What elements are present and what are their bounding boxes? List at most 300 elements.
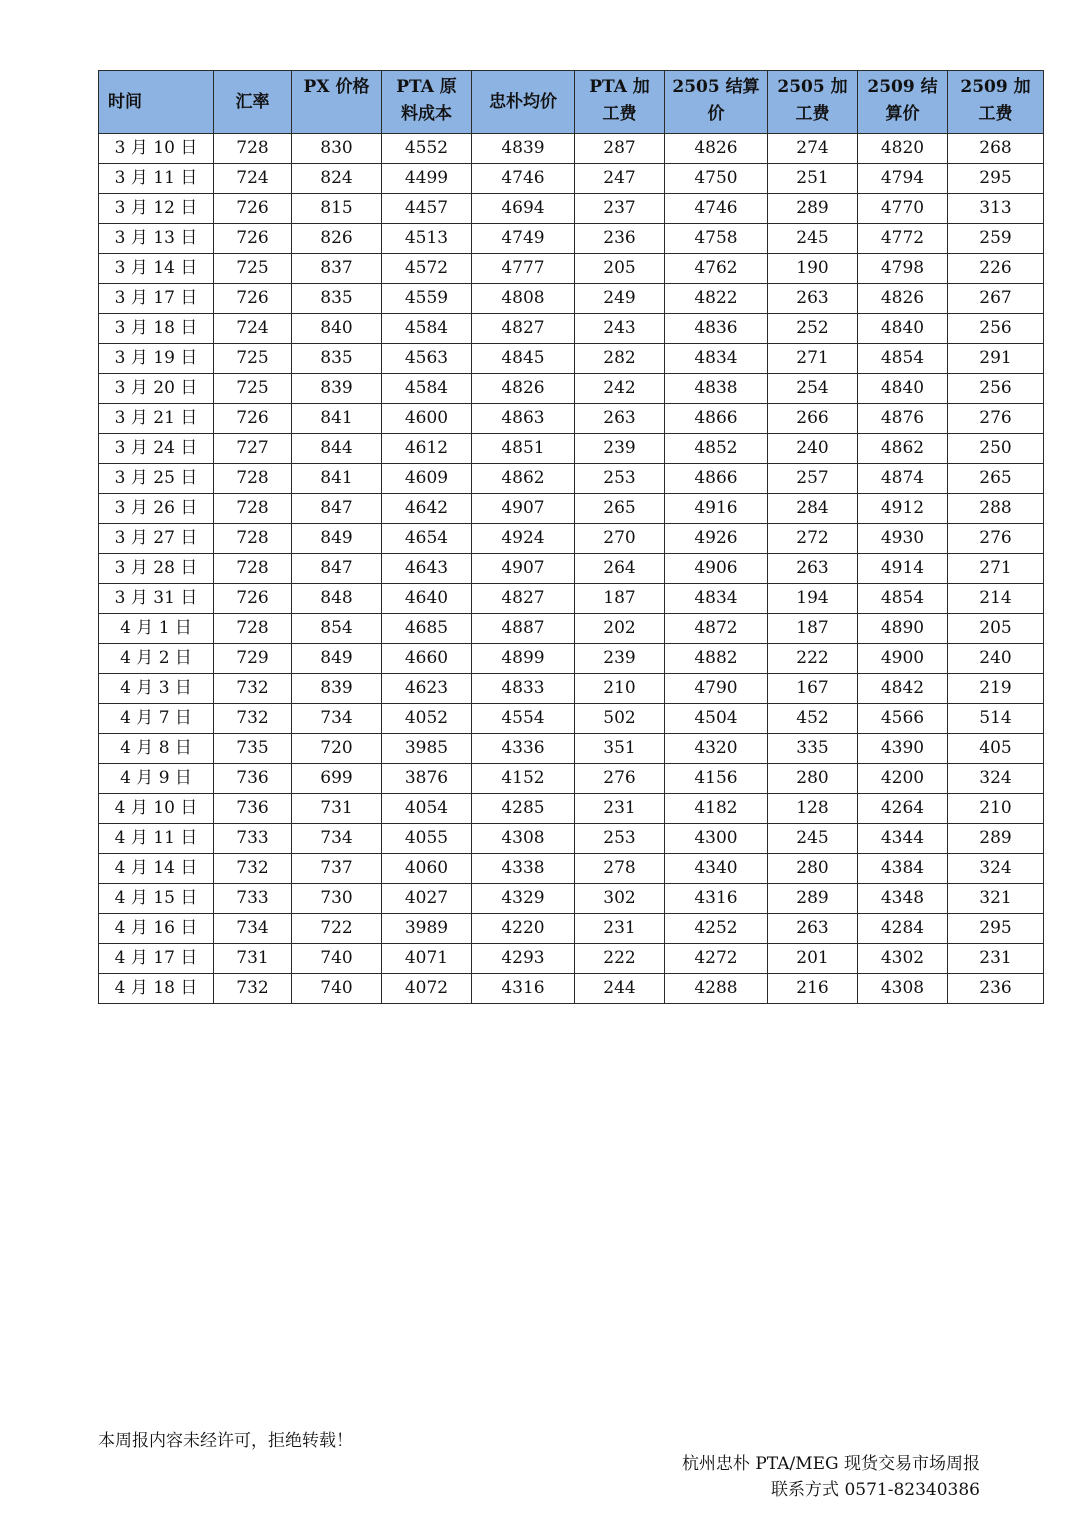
table-cell: 4762	[665, 254, 768, 284]
table-cell: 4842	[858, 674, 948, 704]
table-row	[99, 314, 1044, 344]
table-cell: 728	[214, 524, 292, 554]
table-cell: 4272	[665, 944, 768, 974]
table-row	[99, 614, 1044, 644]
table-cell: 253	[575, 464, 665, 494]
table-cell: 287	[575, 134, 665, 164]
table-cell: 824	[292, 164, 382, 194]
table-cell: 289	[948, 824, 1044, 854]
table-cell: 4623	[382, 674, 472, 704]
table-cell: 728	[214, 134, 292, 164]
table-cell: 726	[214, 224, 292, 254]
table-cell: 726	[214, 284, 292, 314]
table-cell: 731	[214, 944, 292, 974]
publication-name: 杭州忠朴 PTA/MEG 现货交易市场周报	[681, 1454, 980, 1474]
table-cell: 514	[948, 704, 1044, 734]
table-cell: 4882	[665, 644, 768, 674]
table-cell: 4182	[665, 794, 768, 824]
table-row	[99, 374, 1044, 404]
table-cell: 4790	[665, 674, 768, 704]
table-cell: 4887	[472, 614, 575, 644]
table-cell-date: 4 月 14 日	[99, 854, 214, 884]
table-cell: 4866	[665, 404, 768, 434]
table-cell: 4316	[472, 974, 575, 1004]
table-cell: 4916	[665, 494, 768, 524]
table-cell: 3985	[382, 734, 472, 764]
table-cell: 324	[948, 764, 1044, 794]
table-cell: 288	[948, 494, 1044, 524]
table-cell: 201	[768, 944, 858, 974]
table-cell: 237	[575, 194, 665, 224]
table-cell-date: 4 月 2 日	[99, 644, 214, 674]
table-cell: 839	[292, 674, 382, 704]
table-cell: 4854	[858, 344, 948, 374]
table-row	[99, 164, 1044, 194]
copyright-notice: 本周报内容未经许可，拒绝转载！	[98, 1431, 353, 1451]
table-cell: 4252	[665, 914, 768, 944]
table-cell: 815	[292, 194, 382, 224]
table-row	[99, 584, 1044, 614]
table-cell: 4820	[858, 134, 948, 164]
table-cell: 730	[292, 884, 382, 914]
header-2505-settlement: 2505 结算 价	[665, 71, 768, 134]
table-cell: 4863	[472, 404, 575, 434]
table-cell: 222	[575, 944, 665, 974]
table-cell: 4612	[382, 434, 472, 464]
table-cell: 239	[575, 434, 665, 464]
table-cell: 242	[575, 374, 665, 404]
table-cell: 4308	[472, 824, 575, 854]
table-row	[99, 824, 1044, 854]
header-2509-settlement: 2509 结 算价	[858, 71, 948, 134]
table-cell: 216	[768, 974, 858, 1004]
table-cell: 264	[575, 554, 665, 584]
table-cell: 4826	[858, 284, 948, 314]
table-cell: 849	[292, 524, 382, 554]
table-cell-date: 3 月 24 日	[99, 434, 214, 464]
table-cell: 231	[575, 914, 665, 944]
table-cell: 4872	[665, 614, 768, 644]
table-cell: 271	[948, 554, 1044, 584]
table-cell: 4839	[472, 134, 575, 164]
table-cell: 4836	[665, 314, 768, 344]
table-cell: 4827	[472, 314, 575, 344]
table-cell: 4660	[382, 644, 472, 674]
table-cell: 280	[768, 854, 858, 884]
table-row	[99, 404, 1044, 434]
table-cell: 728	[214, 494, 292, 524]
table-cell: 270	[575, 524, 665, 554]
table-cell: 734	[292, 704, 382, 734]
table-cell: 4071	[382, 944, 472, 974]
table-cell: 324	[948, 854, 1044, 884]
table-cell: 735	[214, 734, 292, 764]
table-row	[99, 494, 1044, 524]
table-cell: 4654	[382, 524, 472, 554]
table-cell: 205	[948, 614, 1044, 644]
table-cell: 210	[575, 674, 665, 704]
header-time: 时间	[99, 71, 214, 134]
table-cell: 4054	[382, 794, 472, 824]
table-cell: 728	[214, 614, 292, 644]
table-row	[99, 644, 1044, 674]
table-cell: 4055	[382, 824, 472, 854]
table-cell: 243	[575, 314, 665, 344]
table-cell: 187	[768, 614, 858, 644]
table-cell-date: 4 月 9 日	[99, 764, 214, 794]
table-cell: 840	[292, 314, 382, 344]
table-cell: 271	[768, 344, 858, 374]
table-cell: 239	[575, 644, 665, 674]
table-cell: 729	[214, 644, 292, 674]
table-cell: 4600	[382, 404, 472, 434]
table-row	[99, 554, 1044, 584]
table-cell: 247	[575, 164, 665, 194]
table-cell: 4694	[472, 194, 575, 224]
table-row	[99, 794, 1044, 824]
table-cell: 4907	[472, 554, 575, 584]
table-cell: 405	[948, 734, 1044, 764]
table-cell: 4554	[472, 704, 575, 734]
table-cell: 4288	[665, 974, 768, 1004]
table-cell: 222	[768, 644, 858, 674]
table-cell: 4826	[472, 374, 575, 404]
table-cell: 4563	[382, 344, 472, 374]
table-cell: 4854	[858, 584, 948, 614]
table-cell: 733	[214, 884, 292, 914]
table-cell: 4609	[382, 464, 472, 494]
table-cell: 4642	[382, 494, 472, 524]
table-cell: 272	[768, 524, 858, 554]
table-cell-date: 3 月 25 日	[99, 464, 214, 494]
table-row	[99, 884, 1044, 914]
table-cell: 4900	[858, 644, 948, 674]
table-cell: 4220	[472, 914, 575, 944]
table-cell: 284	[768, 494, 858, 524]
table-cell: 244	[575, 974, 665, 1004]
table-cell: 728	[214, 464, 292, 494]
table-cell: 728	[214, 554, 292, 584]
table-cell-date: 4 月 15 日	[99, 884, 214, 914]
table-row	[99, 734, 1044, 764]
table-cell: 4504	[665, 704, 768, 734]
table-cell: 726	[214, 584, 292, 614]
table-cell: 4156	[665, 764, 768, 794]
table-cell: 724	[214, 164, 292, 194]
table-cell: 187	[575, 584, 665, 614]
table-cell-date: 4 月 3 日	[99, 674, 214, 704]
table-cell: 4874	[858, 464, 948, 494]
table-cell: 737	[292, 854, 382, 884]
table-cell: 848	[292, 584, 382, 614]
table-cell: 4808	[472, 284, 575, 314]
table-cell: 732	[214, 704, 292, 734]
table-cell: 4798	[858, 254, 948, 284]
table-cell: 167	[768, 674, 858, 704]
table-cell-date: 4 月 17 日	[99, 944, 214, 974]
table-cell: 256	[948, 314, 1044, 344]
table-cell-date: 4 月 11 日	[99, 824, 214, 854]
table-cell: 4826	[665, 134, 768, 164]
table-header-row	[99, 71, 1044, 134]
table-row	[99, 704, 1044, 734]
table-cell: 4906	[665, 554, 768, 584]
table-cell: 240	[768, 434, 858, 464]
table-cell: 725	[214, 254, 292, 284]
table-cell: 4749	[472, 224, 575, 254]
table-cell: 4052	[382, 704, 472, 734]
table-row	[99, 254, 1044, 284]
header-pta-material-cost: PTA 原 料成本	[382, 71, 472, 134]
table-cell: 830	[292, 134, 382, 164]
table-cell: 263	[768, 554, 858, 584]
table-cell: 4559	[382, 284, 472, 314]
table-cell: 128	[768, 794, 858, 824]
table-row	[99, 434, 1044, 464]
table-cell: 4284	[858, 914, 948, 944]
table-cell: 4457	[382, 194, 472, 224]
table-cell: 4834	[665, 344, 768, 374]
table-cell: 726	[214, 194, 292, 224]
table-cell: 4777	[472, 254, 575, 284]
table-cell: 849	[292, 644, 382, 674]
table-cell-date: 3 月 26 日	[99, 494, 214, 524]
table-cell: 245	[768, 824, 858, 854]
table-cell: 250	[948, 434, 1044, 464]
table-cell: 4499	[382, 164, 472, 194]
table-cell: 289	[768, 194, 858, 224]
table-cell: 4060	[382, 854, 472, 884]
table-cell: 302	[575, 884, 665, 914]
contact-info: 联系方式 0571-82340386	[771, 1480, 980, 1500]
table-cell-date: 3 月 18 日	[99, 314, 214, 344]
table-cell: 276	[948, 524, 1044, 554]
table-cell-date: 3 月 12 日	[99, 194, 214, 224]
table-cell: 835	[292, 284, 382, 314]
table-cell: 4293	[472, 944, 575, 974]
table-cell: 259	[948, 224, 1044, 254]
header-zhongpu-avg-price: 忠朴均价	[472, 71, 575, 134]
table-cell-date: 3 月 20 日	[99, 374, 214, 404]
table-row	[99, 284, 1044, 314]
table-row	[99, 674, 1044, 704]
table-cell: 736	[214, 764, 292, 794]
table-cell: 4899	[472, 644, 575, 674]
table-cell: 4572	[382, 254, 472, 284]
table-row	[99, 524, 1044, 554]
header-2505-processing-fee: 2505 加 工费	[768, 71, 858, 134]
table-cell: 4852	[665, 434, 768, 464]
table-cell: 724	[214, 314, 292, 344]
table-cell: 4834	[665, 584, 768, 614]
table-cell: 251	[768, 164, 858, 194]
table-cell: 289	[768, 884, 858, 914]
table-cell: 4838	[665, 374, 768, 404]
table-cell: 280	[768, 764, 858, 794]
table-cell: 295	[948, 914, 1044, 944]
table-cell: 826	[292, 224, 382, 254]
table-cell: 4329	[472, 884, 575, 914]
table-cell: 847	[292, 494, 382, 524]
table-cell: 240	[948, 644, 1044, 674]
table-cell: 214	[948, 584, 1044, 614]
table-cell: 502	[575, 704, 665, 734]
table-row	[99, 224, 1044, 254]
table-cell: 276	[575, 764, 665, 794]
table-cell: 3989	[382, 914, 472, 944]
table-cell-date: 4 月 7 日	[99, 704, 214, 734]
table-cell: 841	[292, 464, 382, 494]
table-cell: 835	[292, 344, 382, 374]
table-cell: 245	[768, 224, 858, 254]
table-row	[99, 344, 1044, 374]
table-cell: 699	[292, 764, 382, 794]
table-cell: 263	[768, 914, 858, 944]
table-cell: 236	[575, 224, 665, 254]
table-cell: 226	[948, 254, 1044, 284]
table-cell: 4827	[472, 584, 575, 614]
table-cell: 4862	[858, 434, 948, 464]
table-cell-date: 3 月 31 日	[99, 584, 214, 614]
table-cell: 4344	[858, 824, 948, 854]
table-cell: 4746	[472, 164, 575, 194]
table-cell: 266	[768, 404, 858, 434]
table-cell: 740	[292, 974, 382, 1004]
table-cell-date: 4 月 1 日	[99, 614, 214, 644]
header-px-price: PX 价格	[292, 71, 382, 134]
table-cell-date: 3 月 28 日	[99, 554, 214, 584]
table-cell: 4912	[858, 494, 948, 524]
table-cell-date: 4 月 10 日	[99, 794, 214, 824]
table-cell: 4862	[472, 464, 575, 494]
table-cell: 844	[292, 434, 382, 464]
table-cell: 4770	[858, 194, 948, 224]
table-cell: 841	[292, 404, 382, 434]
table-cell: 4643	[382, 554, 472, 584]
table-cell: 4348	[858, 884, 948, 914]
table-cell: 4833	[472, 674, 575, 704]
table-cell: 4027	[382, 884, 472, 914]
table-cell: 732	[214, 854, 292, 884]
table-row	[99, 464, 1044, 494]
table-cell: 295	[948, 164, 1044, 194]
table-row	[99, 914, 1044, 944]
table-cell: 4152	[472, 764, 575, 794]
table-cell: 205	[575, 254, 665, 284]
table-cell: 190	[768, 254, 858, 284]
table-cell: 4685	[382, 614, 472, 644]
table-row	[99, 764, 1044, 794]
table-cell: 4907	[472, 494, 575, 524]
table-cell: 253	[575, 824, 665, 854]
table-cell: 4772	[858, 224, 948, 254]
table-cell: 4552	[382, 134, 472, 164]
table-cell: 351	[575, 734, 665, 764]
table-cell: 4822	[665, 284, 768, 314]
table-cell: 4308	[858, 974, 948, 1004]
table-cell: 839	[292, 374, 382, 404]
table-cell: 4584	[382, 314, 472, 344]
table-cell: 732	[214, 974, 292, 1004]
table-cell: 4640	[382, 584, 472, 614]
table-body	[99, 134, 1044, 1004]
table-cell: 731	[292, 794, 382, 824]
table-cell: 254	[768, 374, 858, 404]
table-cell: 4876	[858, 404, 948, 434]
table-cell: 3876	[382, 764, 472, 794]
table-cell: 252	[768, 314, 858, 344]
table-cell: 4840	[858, 374, 948, 404]
table-cell: 4390	[858, 734, 948, 764]
table-cell: 249	[575, 284, 665, 314]
table-cell: 278	[575, 854, 665, 884]
table-cell: 282	[575, 344, 665, 374]
table-cell-date: 3 月 10 日	[99, 134, 214, 164]
table-cell: 4746	[665, 194, 768, 224]
table-cell-date: 3 月 14 日	[99, 254, 214, 284]
table-cell: 4072	[382, 974, 472, 1004]
table-cell: 4924	[472, 524, 575, 554]
table-cell: 4300	[665, 824, 768, 854]
table-cell: 194	[768, 584, 858, 614]
table-row	[99, 944, 1044, 974]
table-cell: 4200	[858, 764, 948, 794]
table-row	[99, 134, 1044, 164]
table-cell: 219	[948, 674, 1044, 704]
table-cell: 732	[214, 674, 292, 704]
table-cell-date: 3 月 27 日	[99, 524, 214, 554]
table-cell: 274	[768, 134, 858, 164]
table-cell: 4758	[665, 224, 768, 254]
header-exchange-rate: 汇率	[214, 71, 292, 134]
table-cell: 4566	[858, 704, 948, 734]
publisher-info	[682, 1451, 980, 1503]
table-cell: 734	[292, 824, 382, 854]
table-cell: 4320	[665, 734, 768, 764]
table-cell: 265	[575, 494, 665, 524]
table-cell: 4930	[858, 524, 948, 554]
table-cell: 726	[214, 404, 292, 434]
table-cell: 231	[575, 794, 665, 824]
table-cell: 4285	[472, 794, 575, 824]
table-cell-date: 4 月 8 日	[99, 734, 214, 764]
table-cell: 313	[948, 194, 1044, 224]
table-cell: 267	[948, 284, 1044, 314]
table-cell: 4914	[858, 554, 948, 584]
table-cell: 4845	[472, 344, 575, 374]
table-cell: 4794	[858, 164, 948, 194]
table-cell: 202	[575, 614, 665, 644]
table-cell: 4302	[858, 944, 948, 974]
table-cell: 4840	[858, 314, 948, 344]
table-cell: 4384	[858, 854, 948, 884]
table-cell: 4851	[472, 434, 575, 464]
table-cell: 257	[768, 464, 858, 494]
table-cell: 263	[768, 284, 858, 314]
table-cell-date: 3 月 17 日	[99, 284, 214, 314]
table-cell: 210	[948, 794, 1044, 824]
table-cell: 727	[214, 434, 292, 464]
table-cell: 268	[948, 134, 1044, 164]
table-cell: 452	[768, 704, 858, 734]
table-cell: 291	[948, 344, 1044, 374]
header-2509-processing-fee: 2509 加 工费	[948, 71, 1044, 134]
table-cell: 4340	[665, 854, 768, 884]
table-cell-date: 4 月 16 日	[99, 914, 214, 944]
table-cell: 847	[292, 554, 382, 584]
table-cell: 854	[292, 614, 382, 644]
table-cell: 335	[768, 734, 858, 764]
